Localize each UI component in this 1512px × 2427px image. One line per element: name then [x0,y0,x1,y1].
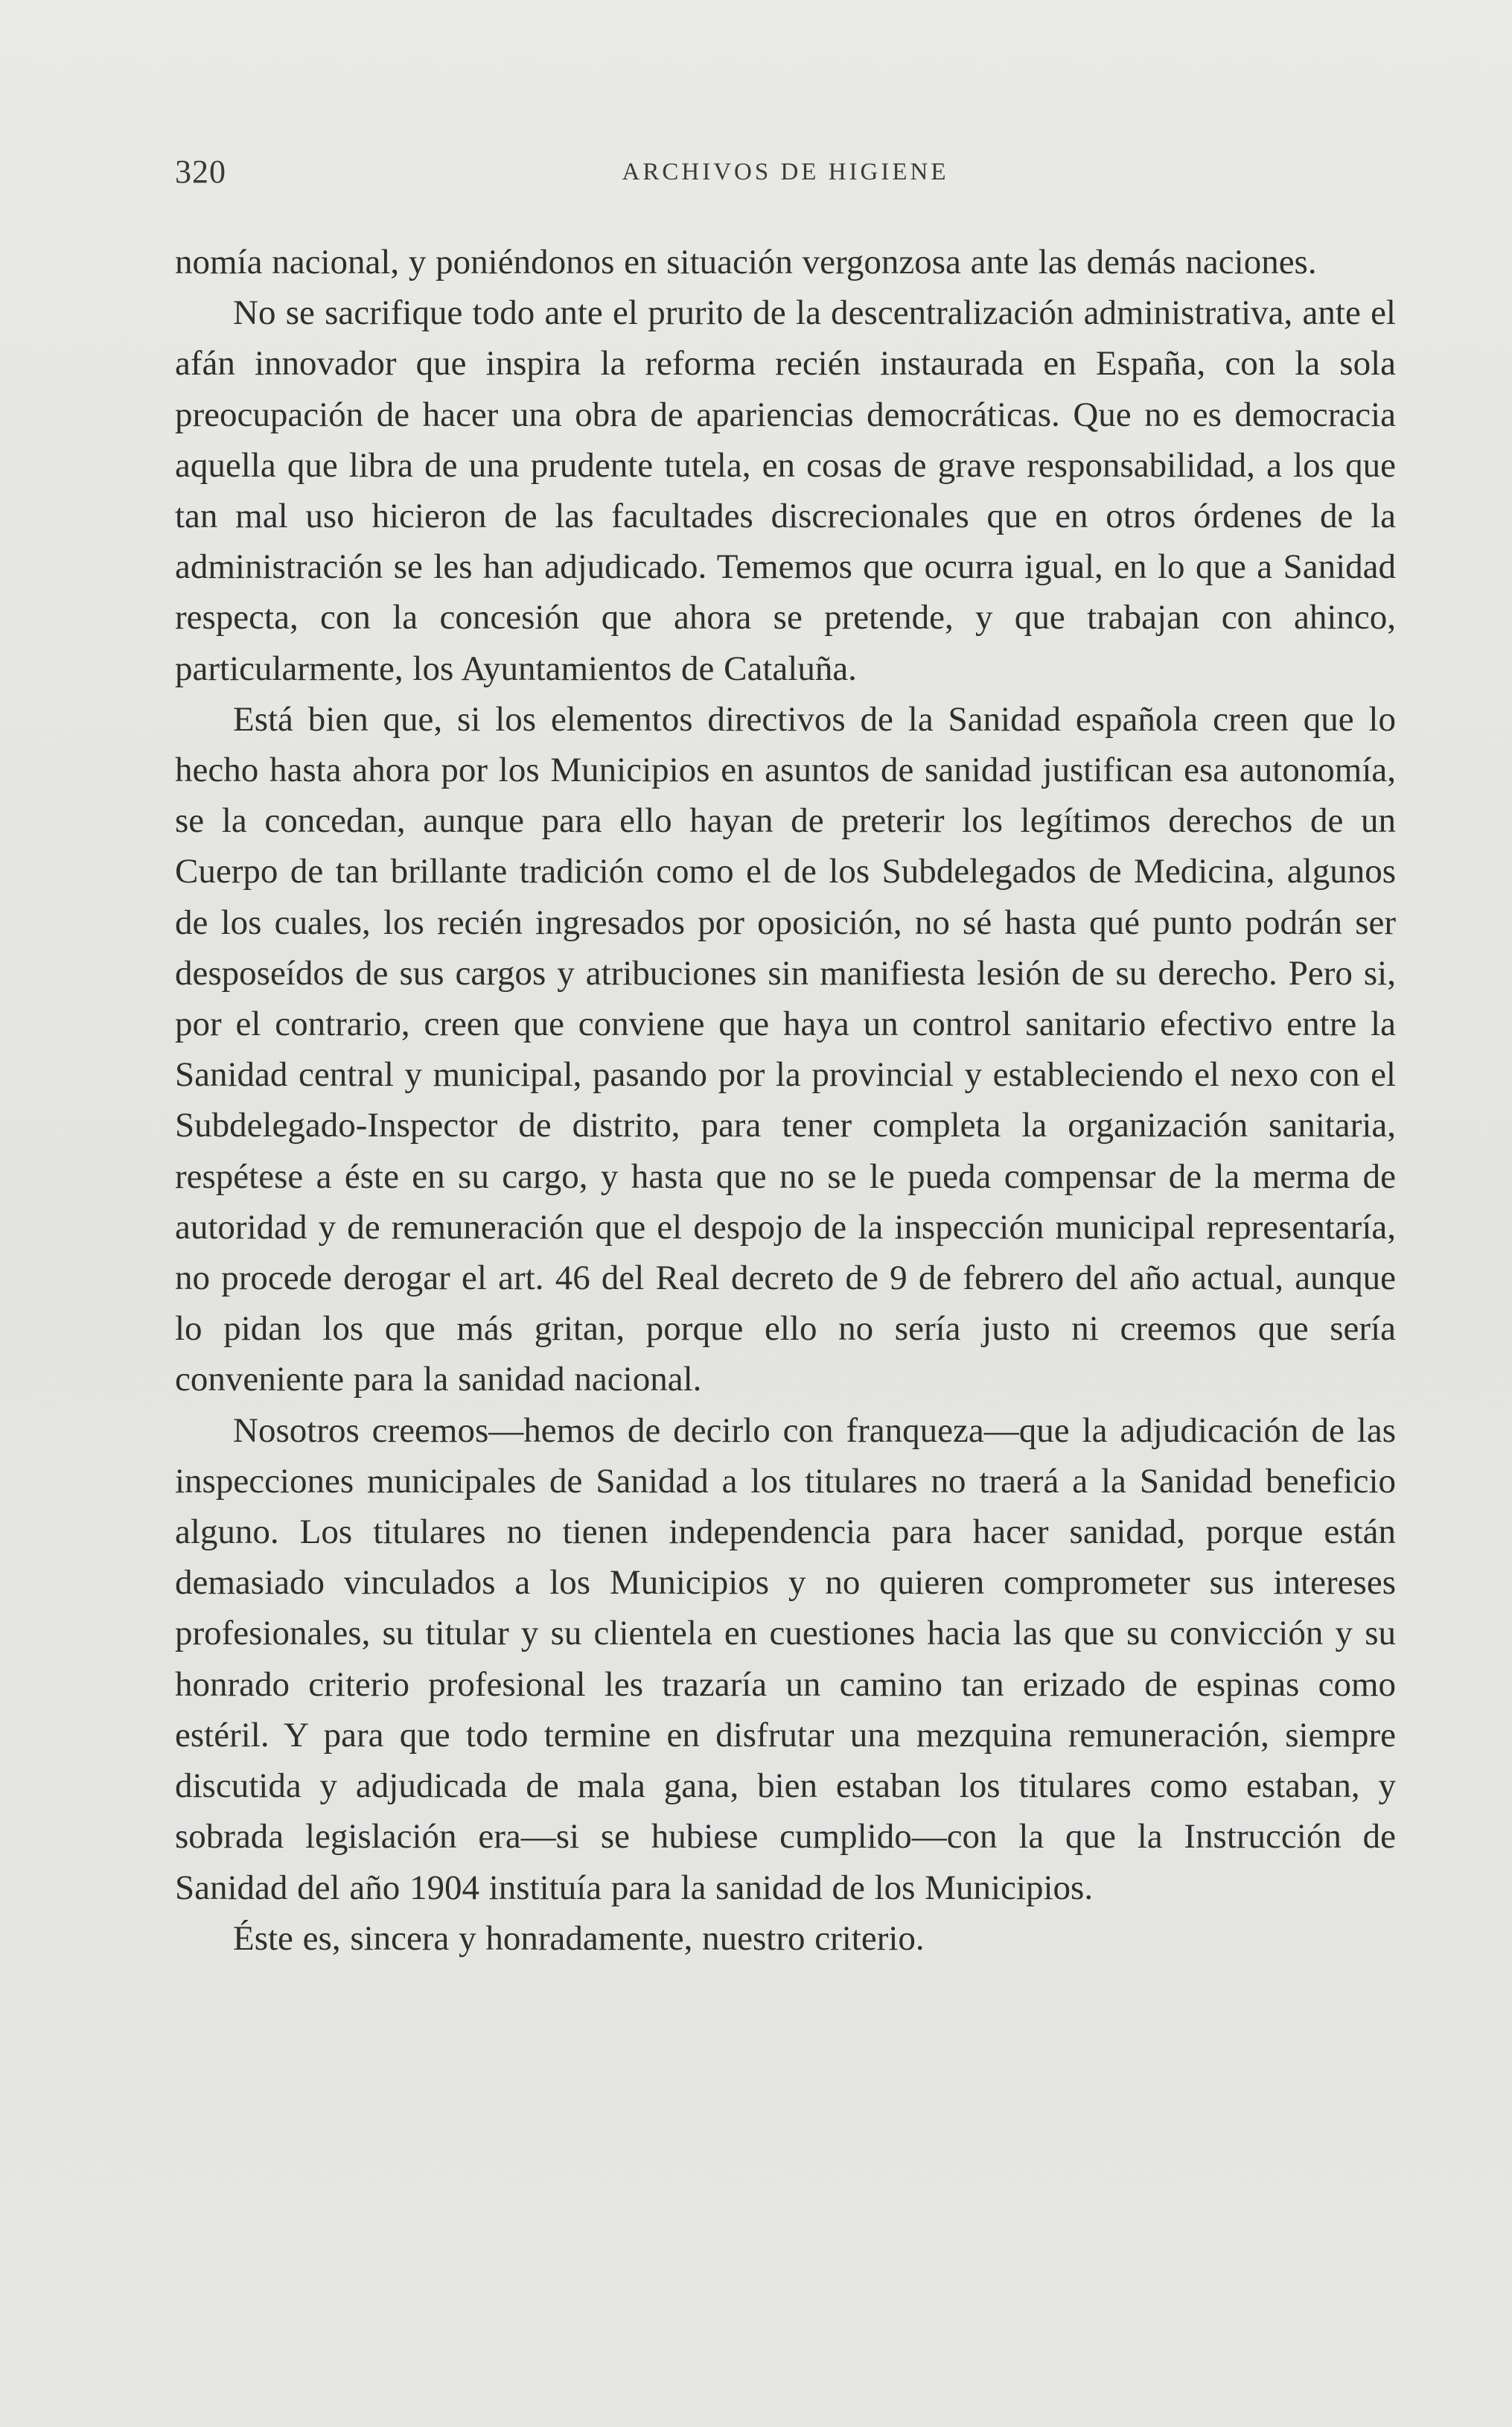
page-header [175,153,1396,197]
paragraph: Está bien que, si los elementos directivos de la Sanidad española creen que lo hecho hasta ahora por los Municipios en asuntos de sanidad justifican esa autonomía, se la concedan, aunque para ello hayan de preterir los legítimos derechos de un Cuerpo de tan brillante tradición como el de los Subdelegados de Medicina, algunos de los cuales, los recién ingresados por oposición, no sé hasta qué punto podrán ser desposeídos de sus cargos y atribuciones sin manifiesta lesión de su derecho. Pero si, por el contrario, creen que conviene que haya un control sanitario efectivo entre la Sanidad central y municipal, pasando por la provincial y estableciendo el nexo con el Subdelegado-Inspector de distrito, para tener completa la organización sanitaria, respétese a éste en su cargo, y hasta que no se le pueda compensar de la merma de autoridad y de remuneración que el despojo de la inspección municipal representaría, no procede derogar el art. 46 del Real decreto de 9 de febrero del año actual, aunque lo pidan los que más gritan, porque ello no sería justo ni creemos que sería conveniente para la sanidad nacional. [175,699,1396,1399]
paragraph: No se sacrifique todo ante el prurito de la descentralización administrativa, ante el afán innovador que inspira la reforma recién instaurada en España, con la sola preocupación de hacer una obra de apariencias democráticas. Que no es democracia aquella que libra de una prudente tutela, en cosas de grave responsabilidad, a los que tan mal uso hicieron de las facultades discrecionales que en otros órdenes de la administración se les han adjudicado. Tememos que ocurra igual, en lo que a Sanidad respecta, con la concesión que ahora se pretende, y que trabajan con ahinco, particularmente, los Ayuntamientos de Cataluña. [175,293,1396,688]
page-number: 320 [175,153,226,190]
paragraph-closing: Éste es, sincera y honradamente, nuestro criterio. [233,1918,925,1958]
paragraph: Nosotros creemos—hemos de decirlo con franqueza—que la adjudicación de las inspecciones municipales de Sanidad a los titulares no traerá a la Sanidad beneficio alguno. Los titulares no tienen independencia para hacer sanidad, porque están demasiado vinculados a los Municipios y no quieren comprometer sus intereses profesionales, su titular y su clientela en cuestiones hacia las que su convicción y su honrado criterio profesional les trazaría un camino tan erizado de espinas como estéril. Y para que todo termine en disfrutar una mezquina remuneración, siempre discutida y adjudicada de mala gana, bien estaban los titulares como estaban, y sobrada legislación era—si se hubiese cumplido—con la que la Instrucción de Sanidad del año 1904 instituía para la sanidad de los Municipios. [175,1410,1396,1907]
running-head: ARCHIVOS DE HIGIENE [622,159,949,185]
body-text [175,237,1396,1964]
paragraph-continuation: nomía nacional, y poniéndonos en situación vergonzosa ante las demás naciones. [175,243,1317,281]
